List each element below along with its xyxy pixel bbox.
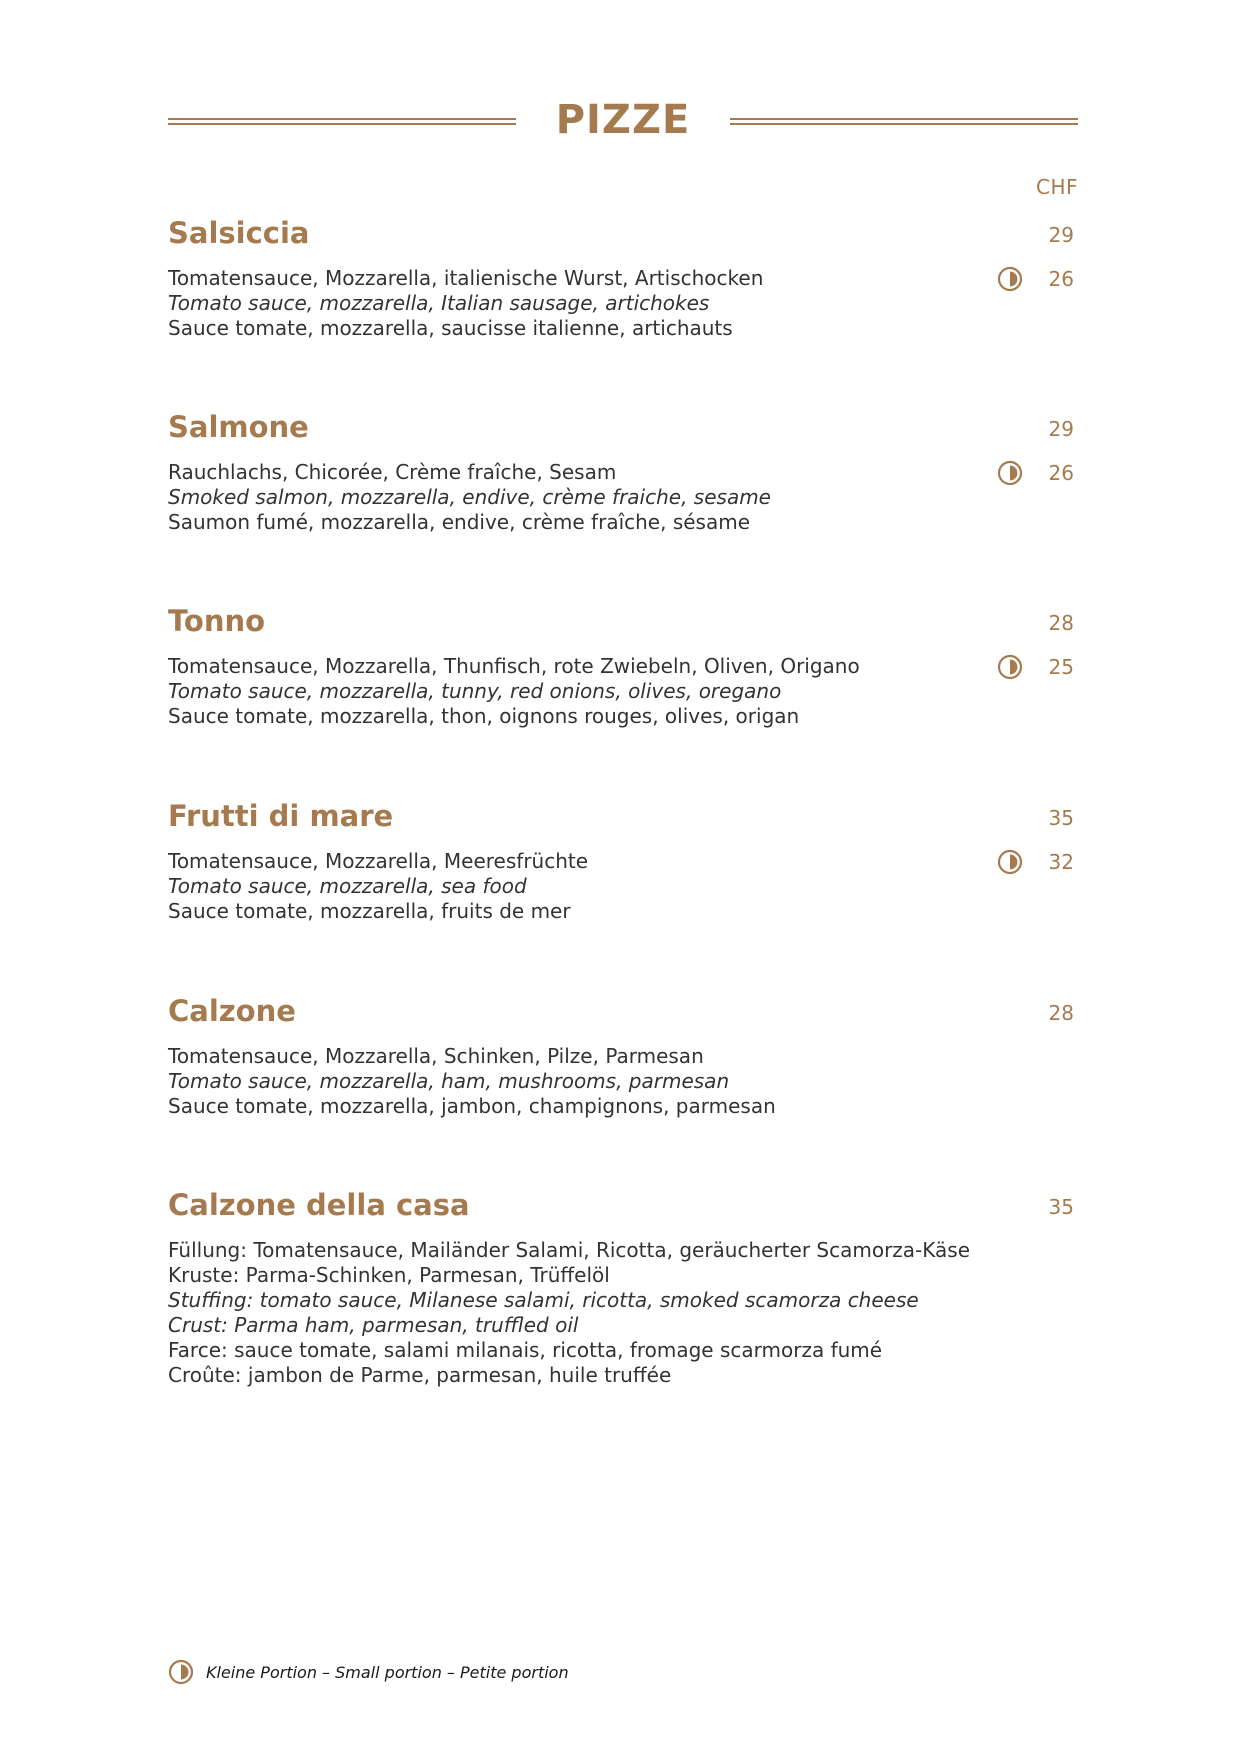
- desc-line-en: Tomato sauce, mozzarella, tunny, red onions, olives, oregano: [168, 679, 782, 703]
- small-portion-price: 25: [1048, 655, 1074, 679]
- desc-line-en: Tomato sauce, mozzarella, sea food: [168, 874, 527, 898]
- desc-line-de: Tomatensauce, Mozzarella, Schinken, Pilze, Parmesan: [168, 1044, 704, 1068]
- item-price: 28: [1048, 1001, 1074, 1025]
- desc-line-de: Tomatensauce, Mozzarella, italienische Wurst, Artischocken: [168, 266, 764, 290]
- desc-line-en: Tomato sauce, mozzarella, Italian sausage, artichokes: [168, 291, 710, 315]
- item-price: 29: [1048, 417, 1074, 441]
- item-description: [168, 1044, 1028, 1119]
- desc-line-filling-de: Füllung: Tomatensauce, Mailänder Salami, Ricotta, geräucherter Scamorza-Käse: [168, 1238, 971, 1262]
- desc-line-filling-fr: Farce: sauce tomate, salami milanais, ricotta, fromage scarmorza fumé: [168, 1338, 883, 1362]
- menu-item-salsiccia: [168, 213, 1078, 353]
- desc-line-fr: Sauce tomate, mozzarella, fruits de mer: [168, 899, 571, 923]
- desc-line-crust-en: Crust: Parma ham, parmesan, truffled oil: [168, 1313, 579, 1337]
- item-price: 35: [1048, 1195, 1074, 1219]
- item-name: Salsiccia: [168, 216, 310, 250]
- small-portion-row: [997, 266, 1074, 292]
- desc-line-crust-fr: Croûte: jambon de Parme, parmesan, huile truffée: [168, 1363, 672, 1387]
- small-portion-row: [997, 460, 1074, 486]
- desc-line-crust-de: Kruste: Parma-Schinken, Parmesan, Trüffelöl: [168, 1263, 610, 1287]
- half-portion-icon: [997, 849, 1023, 875]
- item-name: Salmone: [168, 410, 309, 444]
- half-portion-icon: [997, 266, 1023, 292]
- item-description: [168, 654, 1028, 729]
- small-portion-row: [997, 654, 1074, 680]
- desc-line-fr: Sauce tomate, mozzarella, jambon, champignons, parmesan: [168, 1094, 776, 1118]
- desc-line-en: Smoked salmon, mozzarella, endive, crème fraiche, sesame: [168, 485, 771, 509]
- legend-text: Kleine Portion – Small portion – Petite portion: [206, 1662, 569, 1682]
- half-portion-icon: [997, 654, 1023, 680]
- small-portion-price: 32: [1048, 850, 1074, 874]
- menu-item-salmone: [168, 407, 1078, 547]
- portion-legend: [168, 1659, 569, 1685]
- desc-line-fr: Saumon fumé, mozzarella, endive, crème fraîche, sésame: [168, 510, 751, 534]
- desc-line-fr: Sauce tomate, mozzarella, saucisse italienne, artichauts: [168, 316, 733, 340]
- menu-item-tonno: [168, 601, 1078, 741]
- desc-line-filling-en: Stuffing: tomato sauce, Milanese salami, ricotta, smoked scamorza cheese: [168, 1288, 919, 1312]
- item-name: Frutti di mare: [168, 799, 394, 833]
- page-title: PIZZE: [555, 97, 691, 143]
- desc-line-fr: Sauce tomate, mozzarella, thon, oignons rouges, olives, origan: [168, 704, 800, 728]
- item-name: Calzone della casa: [168, 1188, 470, 1222]
- item-price: 29: [1048, 223, 1074, 247]
- small-portion-row: [997, 849, 1074, 875]
- half-portion-icon: [997, 460, 1023, 486]
- desc-line-de: Rauchlachs, Chicorée, Crème fraîche, Sesam: [168, 460, 617, 484]
- currency-label: CHF: [1035, 175, 1078, 199]
- item-price: 28: [1048, 611, 1074, 635]
- desc-line-en: Tomato sauce, mozzarella, ham, mushrooms, parmesan: [168, 1069, 730, 1093]
- small-portion-price: 26: [1048, 267, 1074, 291]
- item-name: Calzone: [168, 994, 296, 1028]
- item-description: [168, 266, 1028, 341]
- menu-item-calzone: [168, 991, 1078, 1131]
- item-description: [168, 1238, 1028, 1388]
- small-portion-price: 26: [1048, 461, 1074, 485]
- item-description: [168, 849, 1028, 924]
- item-price: 35: [1048, 806, 1074, 830]
- menu-header: [168, 92, 1078, 152]
- item-description: [168, 460, 1028, 535]
- header-rule-right: [730, 118, 1078, 125]
- desc-line-de: Tomatensauce, Mozzarella, Meeresfrüchte: [168, 849, 589, 873]
- item-name: Tonno: [168, 604, 266, 638]
- desc-line-de: Tomatensauce, Mozzarella, Thunfisch, rote Zwiebeln, Oliven, Origano: [168, 654, 860, 678]
- menu-item-calzone-della-casa: [168, 1185, 1078, 1405]
- menu-item-frutti-di-mare: [168, 796, 1078, 936]
- half-portion-icon: [168, 1659, 194, 1685]
